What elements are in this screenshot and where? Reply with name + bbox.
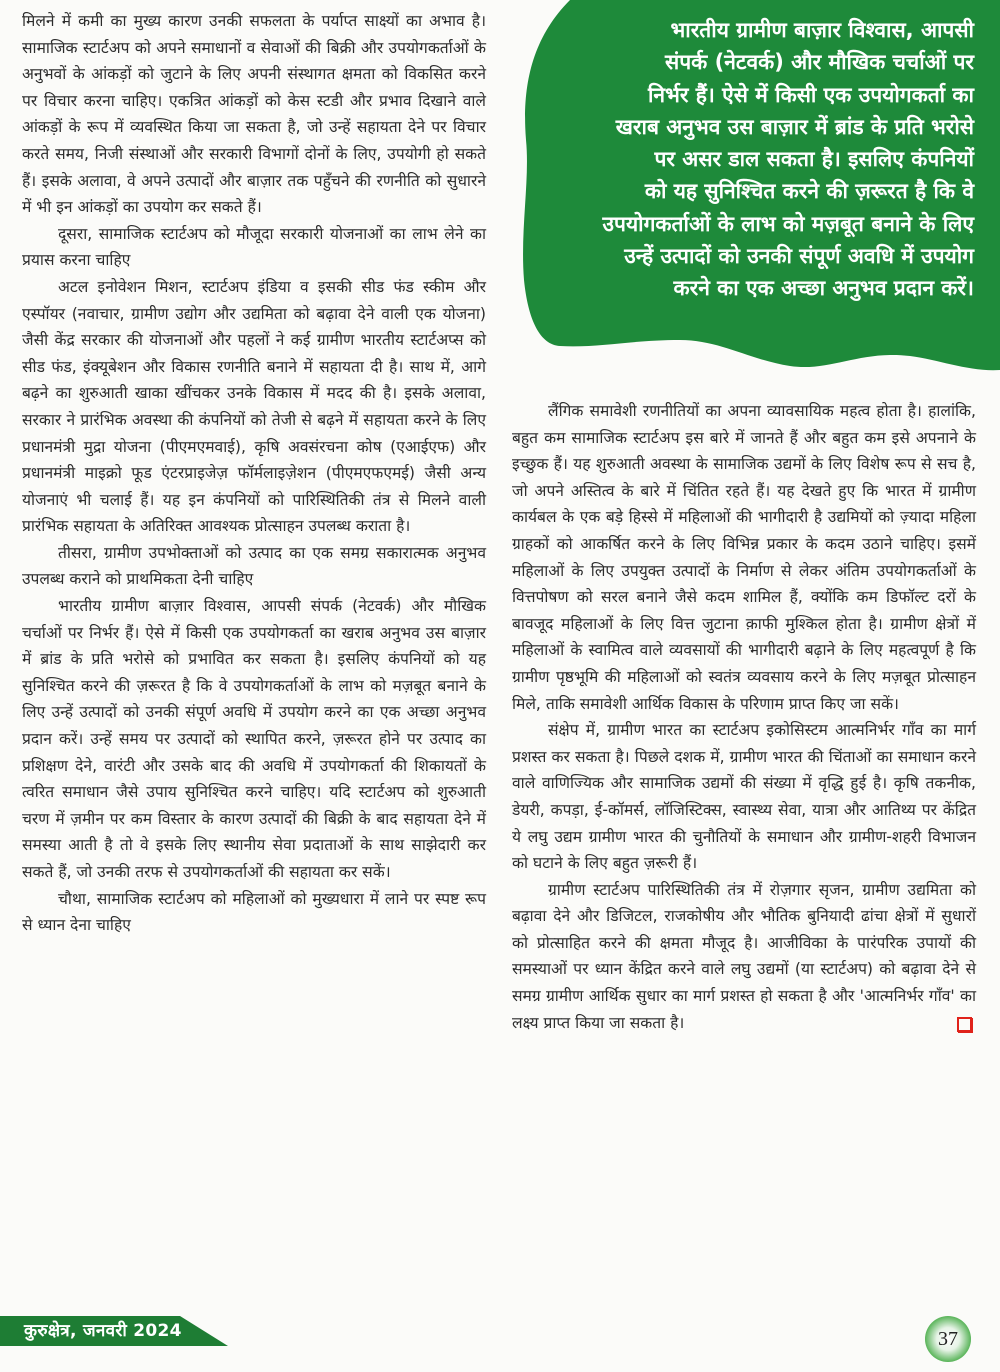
pullquote-line: खराब अनुभव उस बाज़ार में ब्रांड के प्रति भरोसे bbox=[615, 114, 974, 139]
magazine-issue-label: कुरुक्षेत्र, जनवरी 2024 bbox=[24, 1321, 182, 1341]
paragraph-text: मिलने में कमी का मुख्य कारण उनकी सफलता के पर्याप्त साक्ष्यों का अभाव है। सामाजिक स्टार्टअप को अपने समाधानों व सेवाओं की बिक्री और उपयोगकर्ताओं के अनुभवों के आंकड़ों को जुटाने के लिए अपनी संस्थागत क्षमता को विकसित करने पर विचार करना चाहिए। एकत्रित आंकड़ों को केस स्टडी और प्रभाव दिखाने वाले आंकड़ों के रूप में व्यवस्थित किया जा सकता है, जो उन्हें सहायता देने पर विचार करते समय, निजी संस्थाओं और सरकारी विभागों दोनों के लिए, उपयोगी हो सकते हैं। इसके अलावा, वे अपने उत्पादों और बाज़ार तक पहुँचने की रणनीति को सुधारने में भी इन आंकड़ों का उपयोग कर सकते हैं। bbox=[22, 12, 486, 217]
pullquote-line: भारतीय ग्रामीण बाज़ार विश्वास, आपसी bbox=[670, 18, 974, 42]
paragraph bbox=[512, 717, 976, 877]
page-number: 37 bbox=[938, 1327, 958, 1350]
page-number-badge bbox=[925, 1316, 971, 1362]
left-column bbox=[22, 8, 486, 939]
pullquote-line: संपर्क (नेटवर्क) और मौखिक चर्चाओं पर bbox=[665, 50, 974, 75]
paragraph bbox=[22, 274, 486, 540]
right-column bbox=[512, 398, 976, 1036]
paragraph-text: तीसरा, ग्रामीण उपभोक्ताओं को उत्पाद का एक समग्र सकारात्मक अनुभव उपलब्ध कराने को प्राथमिकता देनी चाहिए bbox=[22, 543, 486, 589]
paragraph bbox=[512, 877, 976, 1037]
paragraph bbox=[512, 398, 976, 717]
paragraph-text: लैंगिक समावेशी रणनीतियों का अपना व्यावसायिक महत्व होता है। हालांकि, बहुत कम सामाजिक स्टार्टअप इस बारे में जानते हैं और बहुत कम इसे अपनाने के इच्छुक हैं। यह शुरुआती अवस्था के सामाजिक उद्यमों के लिए विशेष रूप से सच है, जो अपने अस्तित्व के बारे में चिंतित रहते हैं। यह देखते हुए कि भारत में ग्रामीण कार्यबल के एक बड़े हिस्से में महिलाओं की भागीदारी है उद्यमियों को ज़्यादा महिला ग्राहकों को आकर्षित करने के लिए विभिन्न प्रकार के कदम उठाने चाहिए। इसमें महिलाओं के लिए उपयुक्त उत्पादों के निर्माण से लेकर अंतिम उपयोगकर्ताओं के वित्तपोषण को सरल बनाने जैसे कदम शामिल हैं, क्योंकि कम डिफॉल्ट दरों के बावजूद महिलाओं के लिए वित्त जुटाना क़ाफी मुश्किल होता है। ग्रामीण क्षेत्रों में महिलाओं के स्वामित्व वाले व्यवसायों की भागीदारी बढ़ाने के लिए महत्वपूर्ण है कि ग्रामीण पृष्ठभूमि की महिलाओं को स्वतंत्र व्यवसाय करने के लिए मज़बूत प्रोत्साहन मिले, ताकि समावेशी आर्थिक विकास के परिणाम प्राप्त किए जा सकें। bbox=[512, 402, 976, 713]
paragraph bbox=[22, 593, 486, 886]
pullquote-line: पर असर डाल सकता है। इसलिए कंपनियों bbox=[654, 147, 974, 172]
pullquote bbox=[514, 14, 974, 305]
paragraph-text: भारतीय ग्रामीण बाज़ार विश्वास, आपसी संपर्क (नेटवर्क) और मौखिक चर्चाओं पर निर्भर हैं। ऐसे में किसी एक उपयोगकर्ता का खराब अनुभव उस बाज़ार में ब्रांड के प्रति भरोसे को प्रभावित कर सकता है। इसलिए कंपनियों को यह सुनिश्चित करने की ज़रूरत है कि वे उपयोगकर्ताओं के लाभ को मज़बूत बनाने के लिए उन्हें उत्पादों को उनकी संपूर्ण अवधि में उपयोग करने का एक अच्छा अनुभव प्रदान करें। उन्हें समय पर उत्पादों को स्थापित करने, ज़रूरत होने पर उत्पाद का प्रशिक्षण देने, वारंटी और उसके बाद की अवधि में उपयोगकर्ता की शिकायतों के त्वरित समाधान जैसे उपाय सुनिश्चित करने चाहिए। यदि स्टार्टअप को शुरुआती चरण में ज़मीन पर कम विस्तार के कारण उत्पादों की बिक्री के बाद सहायता देने में समस्या आती है तो वे इसके लिए स्थानीय सेवा प्रदाताओं के साथ साझेदारी कर सकते हैं, जो उनकी तरफ से उपयोगकर्ताओं की सहायता कर सकें। bbox=[22, 597, 486, 881]
pullquote-line: निर्भर हैं। ऐसे में किसी एक उपयोगकर्ता का bbox=[647, 82, 974, 107]
paragraph bbox=[22, 8, 486, 221]
section-heading bbox=[22, 221, 486, 274]
pullquote-line: को यह सुनिश्चित करने की ज़रूरत है कि वे bbox=[644, 179, 974, 204]
pullquote-line: करने का एक अच्छा अनुभव प्रदान करें। bbox=[673, 276, 974, 301]
pullquote-line: उन्हें उत्पादों को उनकी संपूर्ण अवधि में उपयोग bbox=[624, 244, 974, 269]
paragraph-text: अटल इनोवेशन मिशन, स्टार्टअप इंडिया व इसकी सीड फंड स्कीम और एस्पॉयर (नवाचार, ग्रामीण उद्योग और उद्यमिता को बढ़ावा देने वाली एक योजना) जैसी केंद्र सरकार की योजनाओं और पहलों ने कई ग्रामीण भारतीय स्टार्टअप्स को सीड फंड, इंक्यूबेशन और विकास रणनीति बनाने में सहायता दी है। साथ में, आगे बढ़ने का शुरुआती खाका खींचकर उनके विकास में मदद की है। इसके अलावा, सरकार ने प्रारंभिक अवस्था की कंपनियों को तेजी से बढ़ने में सहायता करने के लिए प्रधानमंत्री मुद्रा योजना (पीएमएमवाई), कृषि अवसंरचना कोष (एआईएफ) और प्रधानमंत्री माइक्रो फूड एंटरप्राइजेज़ फॉर्मलाइज़ेशन (पीएमएफएमई) जैसी अन्य योजनाएं भी चलाई हैं। यह इन कंपनियों को पारिस्थितिकी तंत्र से मिलने वाली प्रारंभिक सहायता के अतिरिक्त आवश्यक प्रोत्साहन उपलब्ध कराता है। bbox=[22, 277, 486, 536]
paragraph-text: चौथा, सामाजिक स्टार्टअप को महिलाओं को मुख्यधारा में लाने पर स्पष्ट रूप से ध्यान देना चाहिए bbox=[22, 889, 486, 935]
paragraph-text: संक्षेप में, ग्रामीण भारत का स्टार्टअप इकोसिस्टम आत्मनिर्भर गाँव का मार्ग प्रशस्त कर सकता है। पिछले दशक में, ग्रामीण भारत की चिंताओं का समाधान करने वाले वाणिज्यिक और सामाजिक उद्यमों की संख्या में वृद्धि हुई है। कृषि तकनीक, डेयरी, कपड़ा, ई-कॉमर्स, लॉजिस्टिक्स, स्वास्थ्य सेवा, यात्रा और आतिथ्य पर केंद्रित ये लघु उद्यम ग्रामीण भारत की चुनौतियों के समाधान और ग्रामीण-शहरी विभाजन को घटाने के लिए बहुत ज़रूरी हैं। bbox=[512, 721, 976, 873]
section-heading bbox=[22, 540, 486, 593]
end-mark-icon bbox=[957, 1017, 972, 1032]
paragraph-text: दूसरा, सामाजिक स्टार्टअप को मौजूदा सरकारी योजनाओं का लाभ लेने का प्रयास करना चाहिए bbox=[22, 224, 486, 270]
pullquote-line: उपयोगकर्ताओं के लाभ को मज़बूत बनाने के लिए bbox=[602, 211, 974, 236]
paragraph-text: ग्रामीण स्टार्टअप पारिस्थितिकी तंत्र में रोज़गार सृजन, ग्रामीण उद्यमिता को बढ़ावा देने और डिजिटल, राजकोषीय और भौतिक बुनियादी ढांचा क्षेत्रों में सुधारों को प्रोत्साहित करने की क्षमता मौजूद है। आजीविका के पारंपरिक उपायों की समस्याओं पर ध्यान केंद्रित करने वाले लघु उद्यमों (या स्टार्टअप) को बढ़ावा देने से समग्र ग्रामीण आर्थिक सुधार का मार्ग प्रशस्त हो सकता है और 'आत्मनिर्भर गाँव' का लक्ष्य प्राप्त किया जा सकता है। bbox=[512, 880, 976, 1032]
section-heading bbox=[22, 886, 486, 939]
